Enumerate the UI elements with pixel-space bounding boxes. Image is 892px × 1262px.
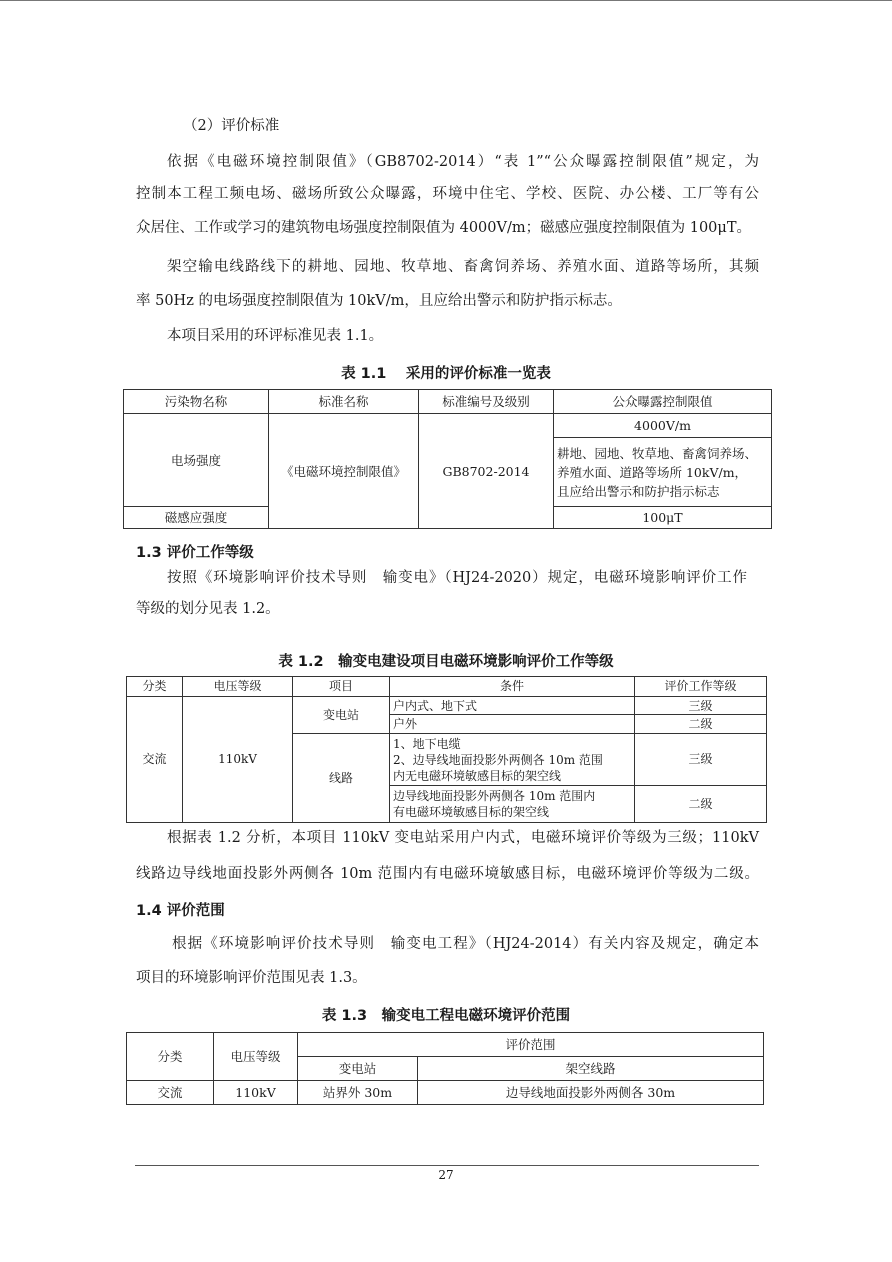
t11-header-standard-name: 标准名称 [269, 390, 419, 414]
t12-cond-indoor: 户内式、地下式 [390, 697, 635, 715]
t11-limit-100ut: 100μT [554, 507, 772, 529]
analysis-line2: 线路边导线地面投影外两侧各 10m 范围内有电磁环境敏感目标，电磁环境评价等级为二级。 [136, 866, 759, 882]
section-1-3-para-line2: 等级的划分见表 1.2。 [136, 601, 280, 617]
para1-line1: 依据《电磁环境控制限值》（GB8702-2014）“表 1”“公众曝露控制限值”规定，为 [167, 154, 759, 170]
t12-category: 交流 [127, 697, 183, 823]
table-1-2 [126, 676, 767, 823]
t12-item-line: 线路 [293, 734, 390, 823]
section-1-3-heading: 1.3 评价工作等级 [136, 545, 254, 561]
t11-header-pollutant: 污染物名称 [124, 390, 269, 414]
footer-divider [135, 1165, 759, 1166]
t13-header-overhead-line: 架空线路 [418, 1057, 764, 1081]
t13-line-range: 边导线地面投影外两侧各 30m [418, 1081, 764, 1105]
t12-item-substation: 变电站 [293, 697, 390, 734]
analysis-line1: 根据表 1.2 分析，本项目 110kV 变电站采用户内式，电磁环境评价等级为三级；110kV [167, 830, 759, 846]
t13-header-range: 评价范围 [298, 1033, 764, 1057]
t11-magnetic-induction: 磁感应强度 [124, 507, 269, 529]
t11-header-limit: 公众曝露控制限值 [554, 390, 772, 414]
table-1-1-caption: 表 1.1 采用的评价标准一览表 [341, 366, 551, 382]
t11-limit-4000: 4000V/m [554, 414, 772, 438]
t11-standard-code: GB8702-2014 [419, 414, 554, 529]
t13-header-category: 分类 [127, 1033, 214, 1081]
t12-header-grade: 评价工作等级 [635, 677, 767, 697]
t12-cond-sensitive: 边导线地面投影外两侧各 10m 范围内 有电磁环境敏感目标的架空线 [390, 786, 635, 823]
para1-line2: 控制本工程工频电场、磁场所致公众曝露，环境中住宅、学校、医院、办公楼、工厂等有公 [136, 186, 759, 202]
t13-voltage: 110kV [214, 1081, 298, 1105]
section-1-3-para-line1: 按照《环境影响评价技术导则 输变电》（HJ24-2020）规定，电磁环境影响评价工作 [167, 570, 747, 586]
t12-header-category: 分类 [127, 677, 183, 697]
table-1-2-caption: 表 1.2 输变电建设项目电磁环境影响评价工作等级 [278, 654, 614, 670]
t12-grade-4: 二级 [635, 786, 767, 823]
t12-header-condition: 条件 [390, 677, 635, 697]
t12-voltage: 110kV [183, 697, 293, 823]
section-heading-criteria: （2）评价标准 [183, 118, 280, 134]
t12-grade-3: 三级 [635, 734, 767, 786]
t12-header-voltage: 电压等级 [183, 677, 293, 697]
para3: 本项目采用的环评标准见表 1.1。 [167, 328, 384, 344]
page-number: 27 [438, 1168, 454, 1182]
table-1-3-caption: 表 1.3 输变电工程电磁环境评价范围 [321, 1008, 571, 1024]
t12-grade-2: 二级 [635, 715, 767, 734]
section-1-4-para-line1: 根据《环境影响评价技术导则 输变电工程》（HJ24-2014）有关内容及规定，确定本 [172, 936, 759, 952]
t13-header-substation: 变电站 [298, 1057, 418, 1081]
para2-line2: 率 50Hz 的电场强度控制限值为 10kV/m，且应给出警示和防护指示标志。 [136, 293, 622, 309]
t13-header-voltage: 电压等级 [214, 1033, 298, 1081]
top-border [0, 0, 892, 1]
t12-header-item: 项目 [293, 677, 390, 697]
section-1-4-heading: 1.4 评价范围 [136, 903, 225, 919]
t11-limit-farmland: 耕地、园地、牧草地、畜禽饲养场、 养殖水面、道路等场所 10kV/m， 且应给出警示和防护指示标志 [554, 438, 772, 507]
t12-grade-1: 三级 [635, 697, 767, 715]
t12-cond-outdoor: 户外 [390, 715, 635, 734]
t11-header-standard-code: 标准编号及级别 [419, 390, 554, 414]
para1-line3: 众居住、工作或学习的建筑物电场强度控制限值为 4000V/m；磁感应强度控制限值为 100μT。 [136, 220, 751, 236]
t13-substation-range: 站界外 30m [298, 1081, 418, 1105]
t11-standard-name: 《电磁环境控制限值》 [269, 414, 419, 529]
t11-electric-field: 电场强度 [124, 414, 269, 507]
para2-line1: 架空输电线路线下的耕地、园地、牧草地、畜禽饲养场、养殖水面、道路等场所，其频 [167, 259, 759, 275]
section-1-4-para-line2: 项目的环境影响评价范围见表 1.3。 [136, 970, 367, 986]
t12-cond-cable: 1、地下电缆 2、边导线地面投影外两侧各 10m 范围 内无电磁环境敏感目标的架空线 [390, 734, 635, 786]
table-1-3 [126, 1032, 764, 1105]
table-1-1 [123, 389, 772, 529]
t13-category: 交流 [127, 1081, 214, 1105]
